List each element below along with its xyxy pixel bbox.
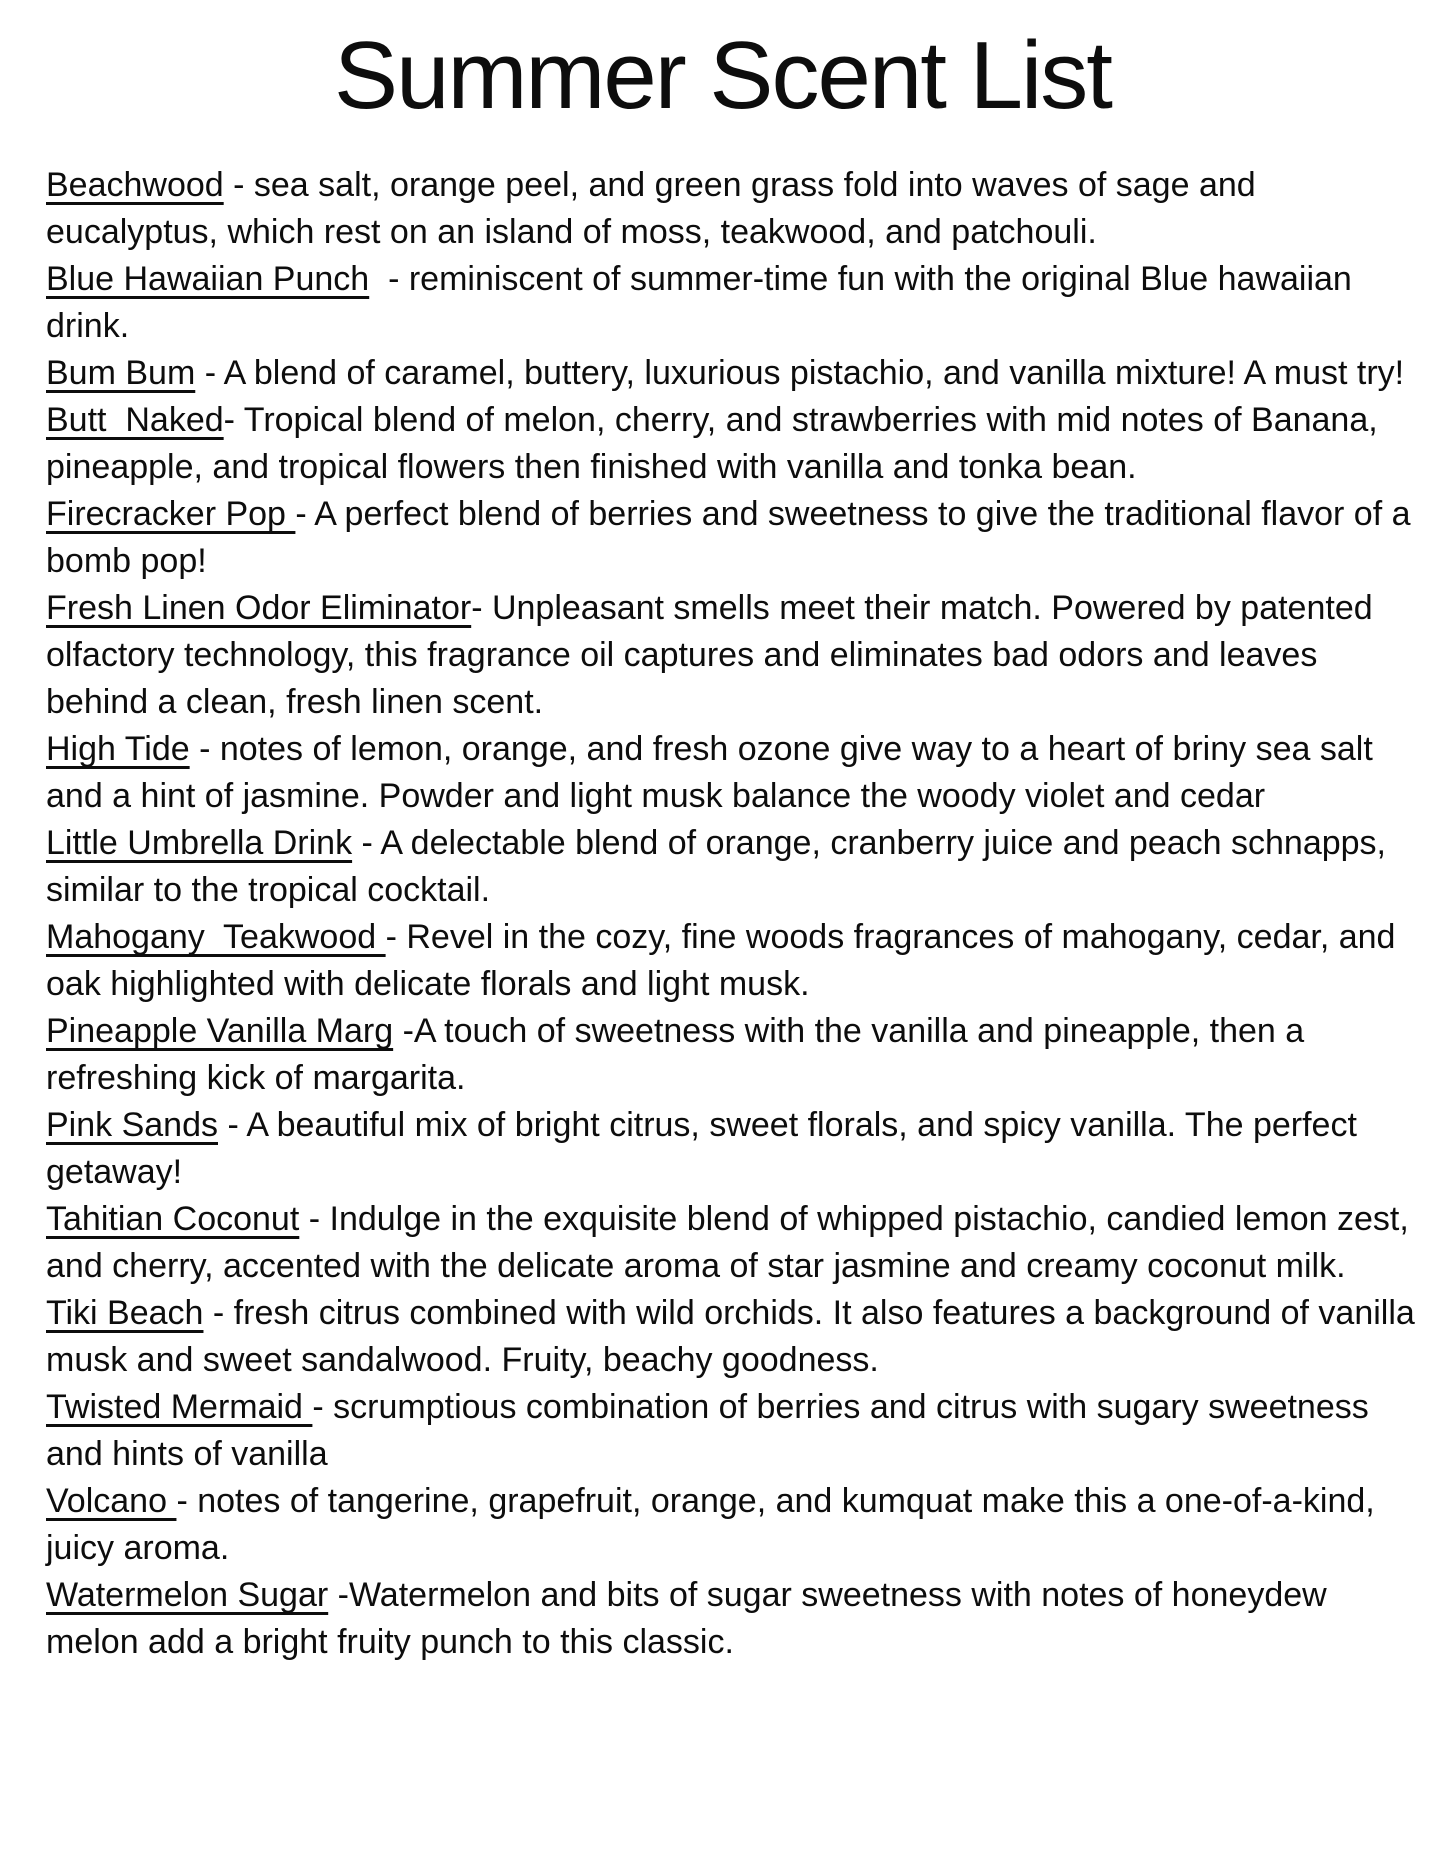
scent-entry bbox=[46, 1478, 1418, 1572]
scent-name: Tahitian Coconut bbox=[46, 1200, 300, 1238]
scent-name: Pink Sands bbox=[46, 1106, 218, 1144]
scent-name: Fresh Linen Odor Eliminator bbox=[46, 589, 472, 627]
scent-entry bbox=[46, 491, 1418, 585]
scent-entry bbox=[46, 397, 1418, 491]
scent-entry bbox=[46, 914, 1418, 1008]
scent-description: - Indulge in the exquisite blend of whipped pistachio, candied lemon zest, and cherry, accented with the delicate aroma of star jasmine and creamy coconut milk. bbox=[46, 1200, 1419, 1285]
scent-name: Twisted Mermaid bbox=[46, 1388, 313, 1426]
scent-description: - Revel in the cozy, fine woods fragrances of mahogany, cedar, and oak highlighted with delicate florals and light musk. bbox=[46, 918, 1405, 1003]
scent-description: - A beautiful mix of bright citrus, sweet florals, and spicy vanilla. The perfect getaway! bbox=[46, 1106, 1367, 1191]
scent-entry bbox=[46, 1102, 1418, 1196]
scent-entry bbox=[46, 1290, 1425, 1384]
scent-entry bbox=[46, 1196, 1418, 1290]
scent-description: - Unpleasant smells meet their match. Powered by patented olfactory technology, this fragrance oil captures and eliminates bad odors and leaves behind a clean, fresh linen scent. bbox=[46, 589, 1383, 721]
scent-entry bbox=[46, 350, 1418, 397]
scent-description: - sea salt, orange peel, and green grass fold into waves of sage and eucalyptus, which rest on an island of moss, teakwood, and patchouli. bbox=[46, 166, 1266, 251]
scent-description: -Watermelon and bits of sugar sweetness with notes of honeydew melon add a bright fruity punch to this classic. bbox=[46, 1576, 1337, 1661]
scent-name: Butt Naked bbox=[46, 401, 224, 439]
scent-name: Pineapple Vanilla Marg bbox=[46, 1012, 394, 1050]
scent-description: - Tropical blend of melon, cherry, and strawberries with mid notes of Banana, pineapple, and tropical flowers then finished with vanilla and tonka bean. bbox=[46, 401, 1388, 486]
scent-name: Firecracker Pop bbox=[46, 495, 296, 533]
scent-name: Mahogany Teakwood bbox=[46, 918, 386, 956]
scent-name: Little Umbrella Drink bbox=[46, 824, 353, 862]
scent-entry bbox=[46, 585, 1418, 726]
scent-name: Volcano bbox=[46, 1482, 177, 1520]
scent-description: - reminiscent of summer-time fun with the original Blue hawaiian drink. bbox=[46, 260, 1362, 345]
scent-name: Bum Bum bbox=[46, 354, 196, 392]
scent-description: - scrumptious combination of berries and citrus with sugary sweetness and hints of vanilla bbox=[46, 1388, 1379, 1473]
scent-description: - A blend of caramel, buttery, luxurious pistachio, and vanilla mixture! A must try! bbox=[195, 354, 1405, 392]
scent-description: - notes of tangerine, grapefruit, orange, and kumquat make this a one-of-a-kind, juicy aroma. bbox=[46, 1482, 1385, 1567]
scent-description: - fresh citrus combined with wild orchids. It also features a background of vanilla musk and sweet sandalwood. Fruity, beachy goodness. bbox=[46, 1294, 1425, 1379]
scent-entry bbox=[46, 726, 1418, 820]
scent-entry bbox=[46, 1384, 1418, 1478]
scent-name: Tiki Beach bbox=[46, 1294, 204, 1332]
scent-entry bbox=[46, 256, 1418, 350]
page-title: Summer Scent List bbox=[334, 22, 1111, 129]
scent-list bbox=[0, 162, 1445, 1666]
scent-entry bbox=[46, 1572, 1418, 1666]
scent-name: Watermelon Sugar bbox=[46, 1576, 329, 1614]
scent-description: - notes of lemon, orange, and fresh ozone give way to a heart of briny sea salt and a hint of jasmine. Powder and light musk balance the woody violet and cedar bbox=[46, 730, 1383, 815]
scent-description: - A delectable blend of orange, cranberry juice and peach schnapps, similar to the tropical cocktail. bbox=[46, 824, 1396, 909]
scent-entry bbox=[46, 1008, 1418, 1102]
scent-entry bbox=[46, 162, 1418, 256]
scent-name: High Tide bbox=[46, 730, 190, 768]
scent-description: -A touch of sweetness with the vanilla and pineapple, then a refreshing kick of margarita. bbox=[46, 1012, 1314, 1097]
scent-description: - A perfect blend of berries and sweetness to give the traditional flavor of a bomb pop! bbox=[46, 495, 1420, 580]
scent-entry bbox=[46, 820, 1418, 914]
scent-name: Blue Hawaiian Punch bbox=[46, 260, 370, 298]
scent-name: Beachwood bbox=[46, 166, 224, 204]
